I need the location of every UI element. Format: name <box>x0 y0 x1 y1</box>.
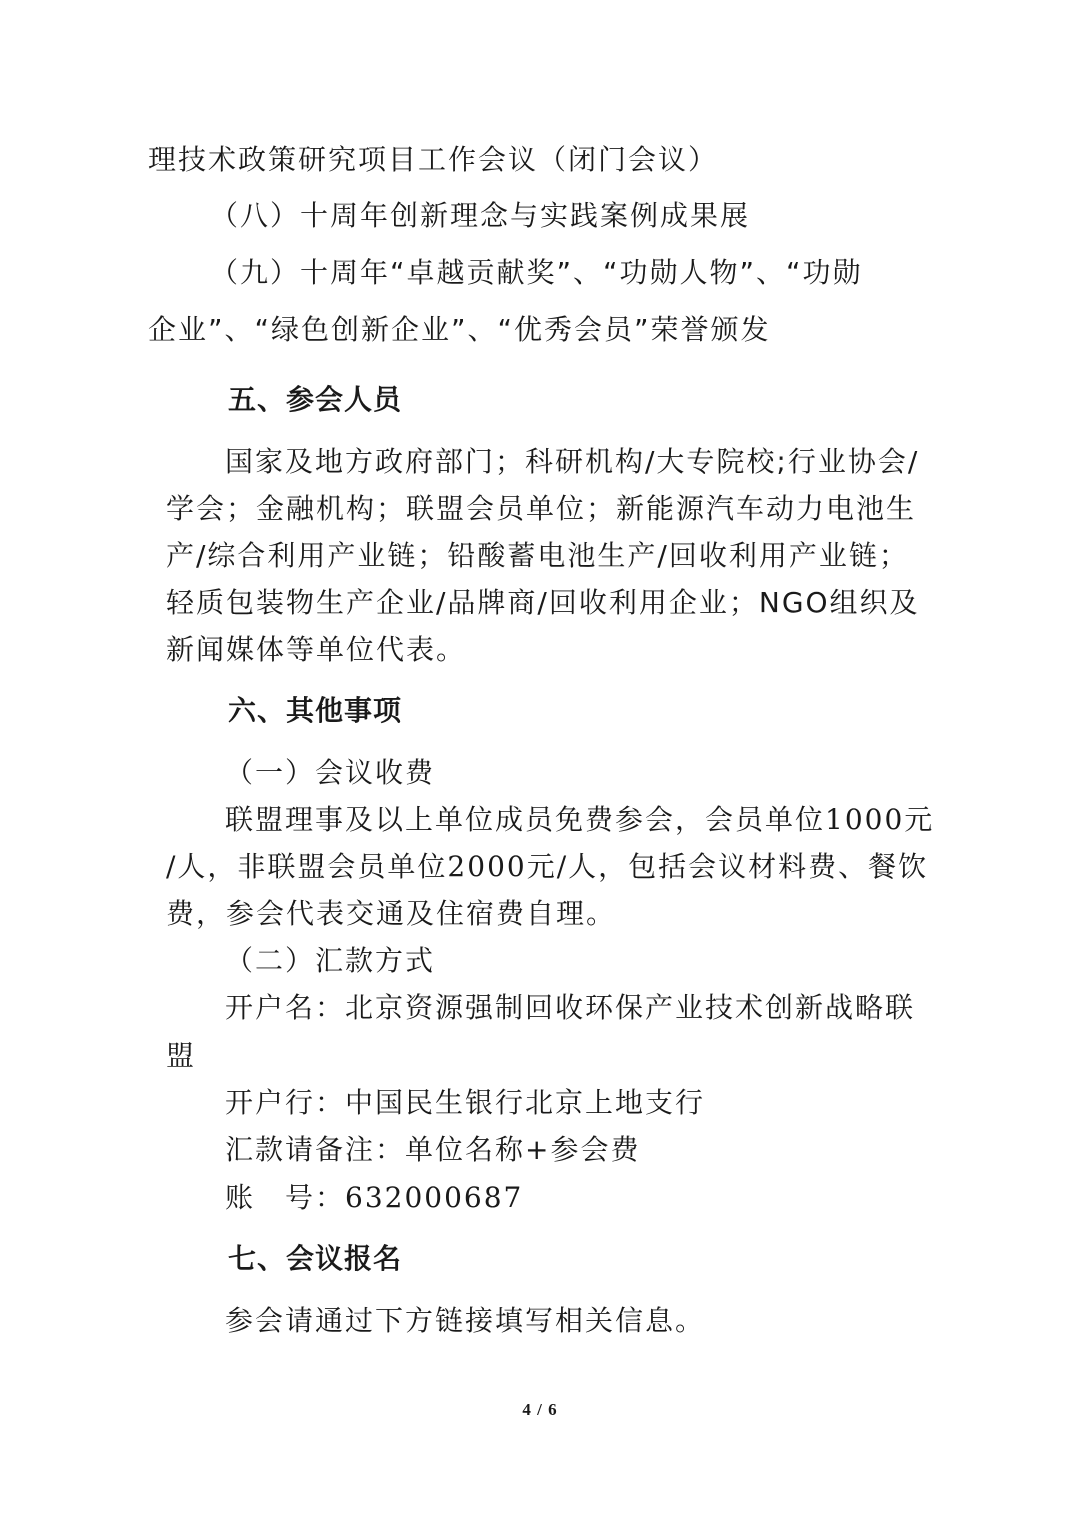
account-name-line: 开户名：北京资源强制回收环保产业技术创新战略联 <box>225 991 916 1024</box>
bank-line: 开户行：中国民生银行北京上地支行 <box>225 1086 706 1119</box>
paragraph-line: 新闻媒体等单位代表。 <box>166 633 467 666</box>
agenda-item-9: （九）十周年“卓越贡献奖”、“功勋人物”、“功勋 <box>210 256 863 289</box>
subsection-title-fee: （一）会议收费 <box>225 756 436 789</box>
remark-line: 汇款请备注：单位名称+参会费 <box>225 1133 641 1166</box>
page-number: 4 / 6 <box>522 1400 558 1419</box>
section-heading-other-matters: 六、其他事项 <box>228 694 403 727</box>
account-number-line: 账 号：632000687 <box>225 1181 524 1214</box>
paragraph-line: 联盟理事及以上单位成员免费参会，会员单位1000元 <box>225 803 935 836</box>
paragraph-line: 理技术政策研究项目工作会议（闭门会议） <box>148 143 719 176</box>
paragraph-line: 产/综合利用产业链；铅酸蓄电池生产/回收利用产业链； <box>166 539 909 572</box>
paragraph-line: 国家及地方政府部门；科研机构/大专院校;行业协会/ <box>225 445 920 478</box>
agenda-item-8: （八）十周年创新理念与实践案例成果展 <box>210 199 751 232</box>
section-heading-registration: 七、会议报名 <box>228 1242 403 1275</box>
subsection-title-remittance: （二）汇款方式 <box>225 944 436 977</box>
paragraph-line: 费，参会代表交通及住宿费自理。 <box>166 897 617 930</box>
paragraph-line: 企业”、“绿色创新企业”、“优秀会员”荣誉颁发 <box>148 313 771 346</box>
paragraph-line: /人，非联盟会员单位2000元/人，包括会议材料费、餐饮 <box>166 850 929 883</box>
paragraph-line: 学会；金融机构；联盟会员单位；新能源汽车动力电池生 <box>166 492 917 525</box>
account-name-line: 盟 <box>166 1039 197 1072</box>
section-heading-attendees: 五、参会人员 <box>228 383 403 416</box>
paragraph-line: 参会请通过下方链接填写相关信息。 <box>225 1304 706 1337</box>
paragraph-line: 轻质包装物生产企业/品牌商/回收利用企业；NGO组织及 <box>166 586 920 619</box>
